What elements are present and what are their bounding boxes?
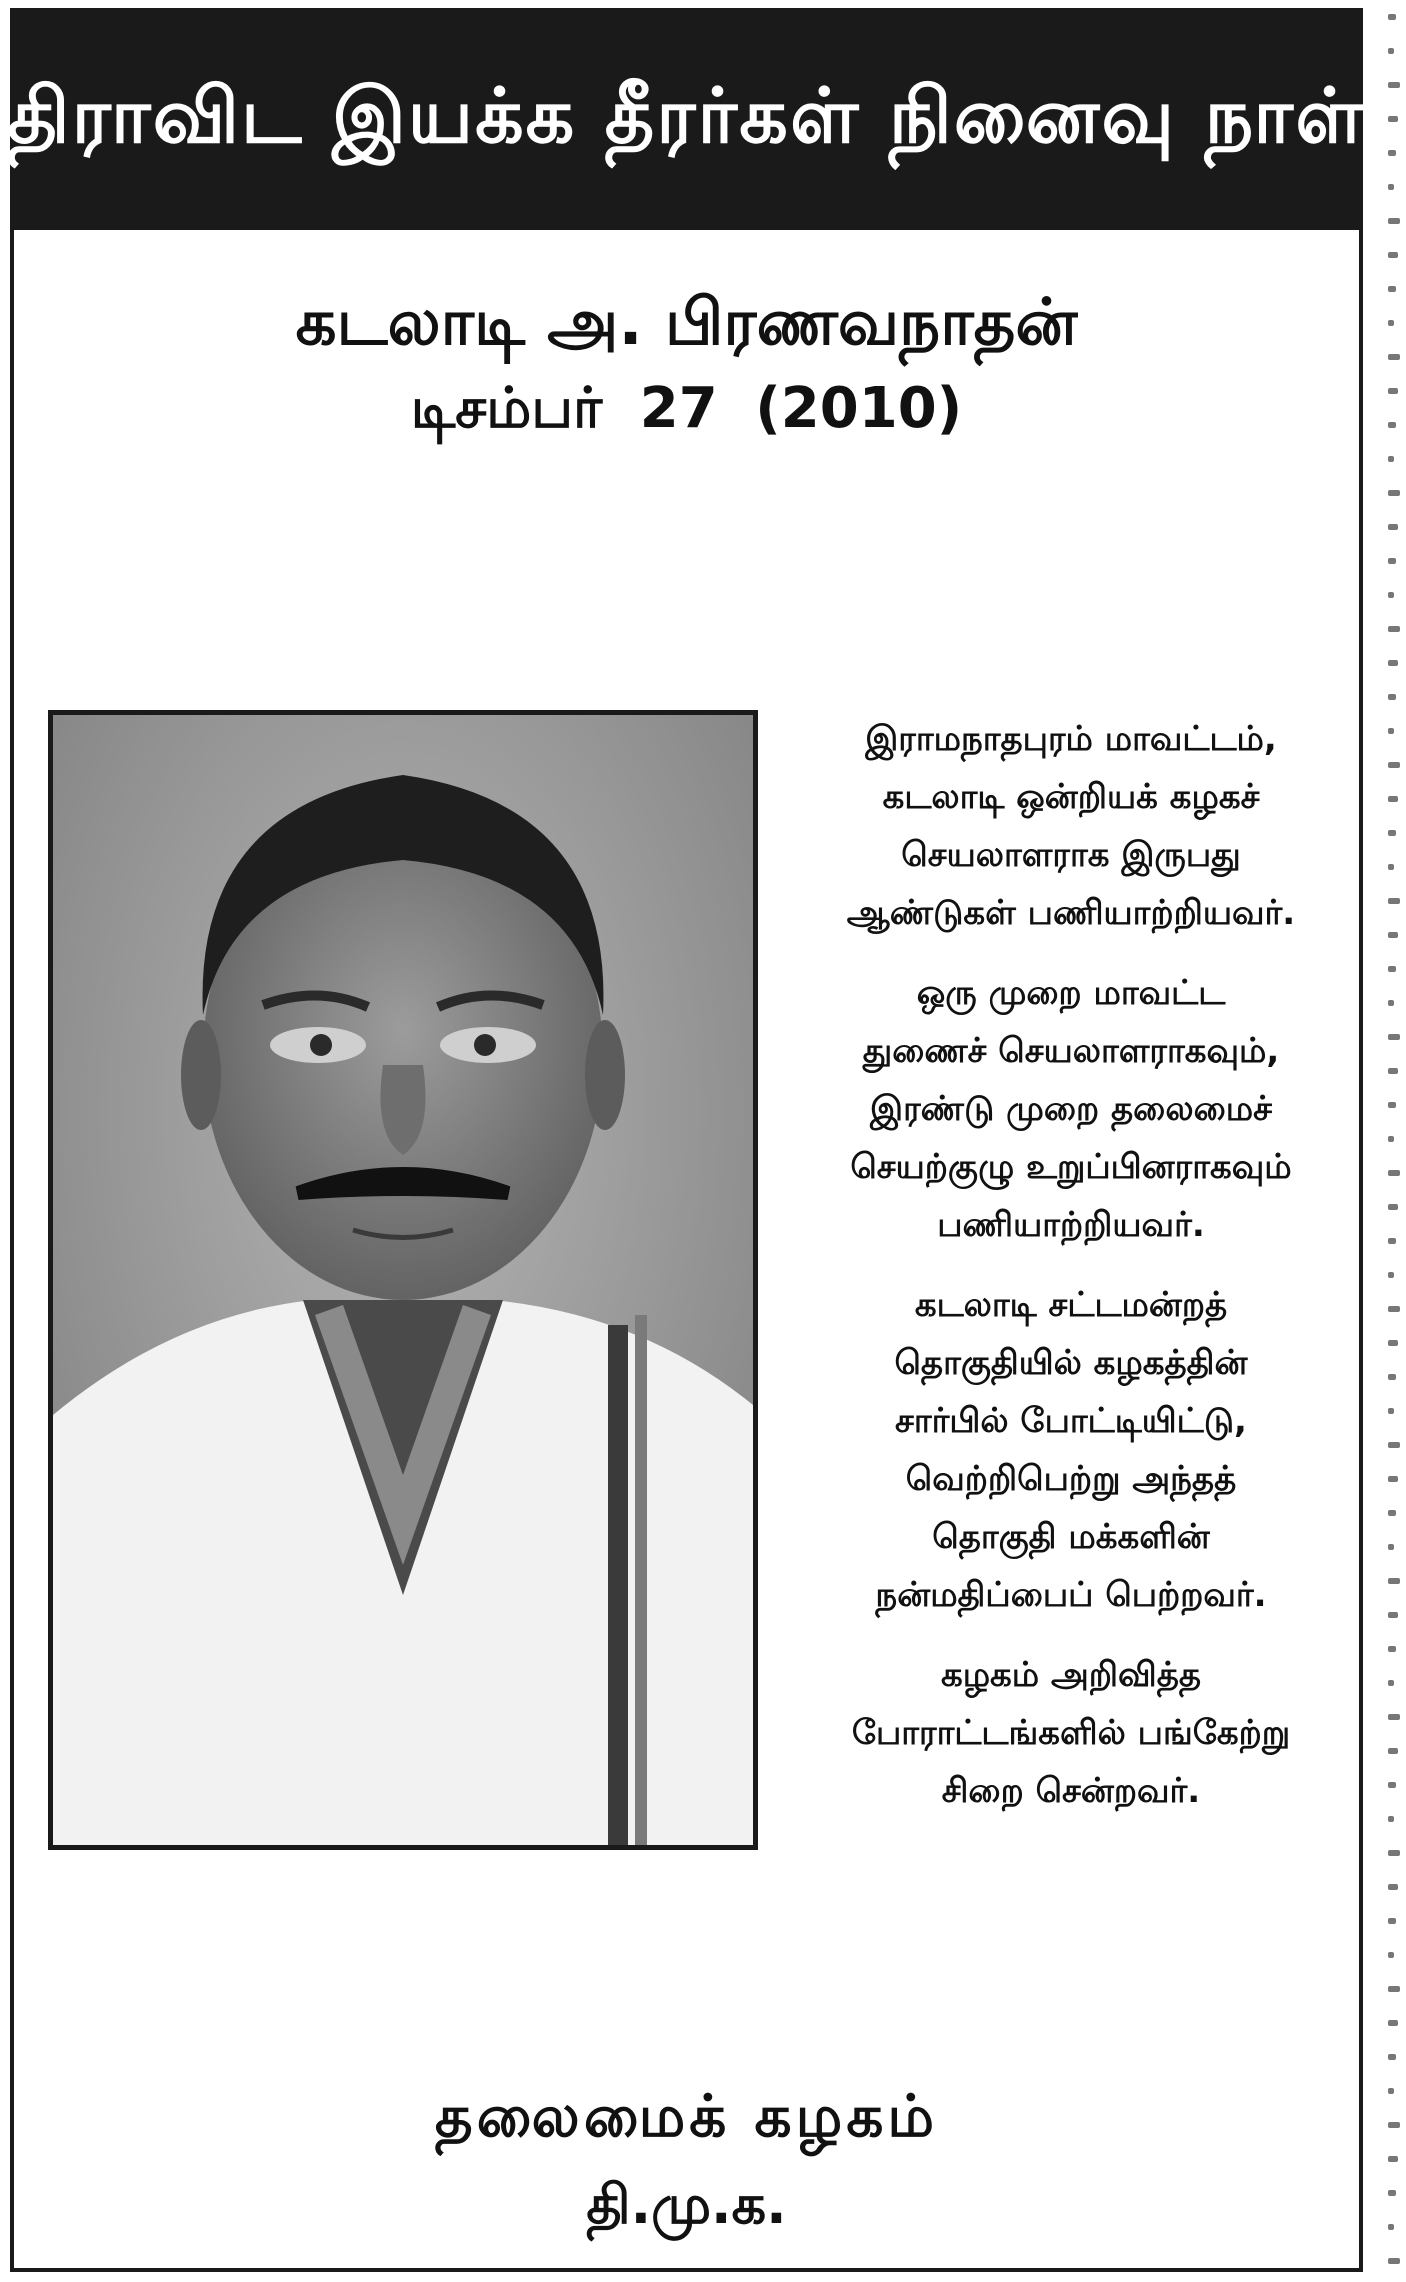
column-text-fragment [1388,2054,1396,2060]
footer-organization: தலைமைக் கழகம் [434,2082,939,2150]
column-text-fragment [1388,1000,1394,1006]
column-text-fragment [1388,2258,1400,2264]
column-text-fragment [1388,592,1394,598]
bio-line: செயற்குழு உறுப்பினராகவும் [850,1147,1292,1187]
memorial-banner [7,12,1366,230]
column-text-fragment [1388,82,1400,88]
bio-line: பணியாற்றியவர். [937,1205,1205,1245]
bio-line: கடலாடி ஒன்றியக் கழகச் [882,777,1260,817]
column-text-fragment [1388,966,1396,972]
bio-line: தொகுதி மக்களின் [932,1517,1210,1557]
name-block [14,280,1359,452]
column-text-fragment [1388,1748,1398,1754]
column-text-fragment [1388,320,1394,326]
column-text-fragment [1388,1272,1394,1278]
column-text-fragment [1388,1918,1396,1924]
column-text-fragment [1388,1170,1400,1176]
column-text-fragment [1388,1476,1398,1482]
column-text-fragment [1388,2088,1394,2094]
column-text-fragment [1388,1068,1398,1074]
column-text-fragment [1388,524,1398,530]
banner-title: திராவிட இயக்க தீரர்கள் நினைவு நாள் [7,71,1366,160]
biography [776,710,1366,1842]
column-text-fragment [1388,1238,1396,1244]
column-text-fragment [1388,48,1394,54]
column-text-fragment [1388,2224,1394,2230]
column-text-fragment [1388,762,1400,768]
column-text-fragment [1388,1782,1396,1788]
column-text-fragment [1388,830,1396,836]
column-text-fragment [1388,490,1400,496]
bio-line: சார்பில் போட்டியிட்டு, [895,1401,1247,1441]
column-text-fragment [1388,864,1394,870]
memorial-notice [7,8,1366,2272]
column-text-fragment [1388,1884,1398,1890]
column-text-fragment [1388,1578,1400,1584]
bio-line: கடலாடி சட்டமன்றத் [914,1285,1228,1325]
column-text-fragment [1388,1340,1398,1346]
column-text-fragment [1388,796,1398,802]
bio-line: வெற்றிபெற்று அந்தத் [905,1459,1237,1499]
column-text-fragment [1388,2156,1398,2162]
column-text-fragment [1388,252,1398,258]
bio-line: இரண்டு முறை தலைமைச் [870,1089,1272,1129]
bio-line: போராட்டங்களில் பங்கேற்று [851,1713,1291,1753]
column-text-fragment [1388,626,1400,632]
bio-line: துணைச் செயலாளராகவும், [862,1031,1280,1071]
column-text-fragment [1388,456,1394,462]
column-text-fragment [1388,1374,1396,1380]
column-text-fragment [1388,1646,1396,1652]
bio-line: ஆண்டுகள் பணியாற்றியவர். [846,893,1296,933]
column-text-fragment [1388,1136,1394,1142]
portrait-illustration [53,715,753,1845]
column-text-fragment [1388,388,1398,394]
column-text-fragment [1388,2020,1398,2026]
column-text-fragment [1388,1544,1394,1550]
column-text-fragment [1388,1510,1396,1516]
bio-paragraph [776,1276,1366,1624]
column-text-fragment [1388,660,1398,666]
column-text-fragment [1388,286,1396,292]
adjacent-column-edge [1378,0,1406,2282]
column-text-fragment [1388,422,1396,428]
column-text-fragment [1388,14,1396,20]
column-text-fragment [1388,1680,1394,1686]
column-text-fragment [1388,1612,1398,1618]
bio-line: சிறை சென்றவர். [941,1771,1201,1811]
bio-paragraph [776,1646,1366,1820]
column-text-fragment [1388,218,1400,224]
column-text-fragment [1388,558,1396,564]
column-text-fragment [1388,2122,1400,2128]
bio-line: கழகம் அறிவித்த [940,1655,1202,1695]
column-text-fragment [1388,728,1394,734]
portrait-photo [48,710,758,1850]
column-text-fragment [1388,694,1396,700]
column-text-fragment [1388,898,1400,904]
person-name: கடலாடி அ. பிரணவநாதன் [295,286,1078,360]
column-text-fragment [1388,116,1398,122]
bio-line: செயலாளராக இருபது [901,835,1241,875]
column-text-fragment [1388,1816,1394,1822]
column-text-fragment [1388,184,1394,190]
column-text-fragment [1388,150,1396,156]
footer-party: தி.மு.க. [586,2173,787,2236]
footer [14,2070,1359,2248]
bio-paragraph [776,710,1366,942]
column-text-fragment [1388,1408,1394,1414]
bio-line: இராமநாதபுரம் மாவட்டம், [865,719,1277,759]
memorial-date: டிசம்பர் 27 (2010) [410,376,963,441]
bio-paragraph [776,964,1366,1254]
column-text-fragment [1388,1102,1396,1108]
column-text-fragment [1388,1204,1398,1210]
bio-line: நன்மதிப்பைப் பெற்றவர். [875,1575,1267,1615]
column-text-fragment [1388,2190,1396,2196]
column-text-fragment [1388,932,1398,938]
bio-line: தொகுதியில் கழகத்தின் [894,1343,1248,1383]
column-text-fragment [1388,1714,1400,1720]
column-text-fragment [1388,1442,1400,1448]
column-text-fragment [1388,1952,1394,1958]
column-text-fragment [1388,1034,1400,1040]
column-text-fragment [1388,1850,1400,1856]
column-text-fragment [1388,354,1400,360]
column-text-fragment [1388,1306,1400,1312]
column-text-fragment [1388,1986,1400,1992]
bio-line: ஒரு முறை மாவட்ட [916,973,1226,1013]
